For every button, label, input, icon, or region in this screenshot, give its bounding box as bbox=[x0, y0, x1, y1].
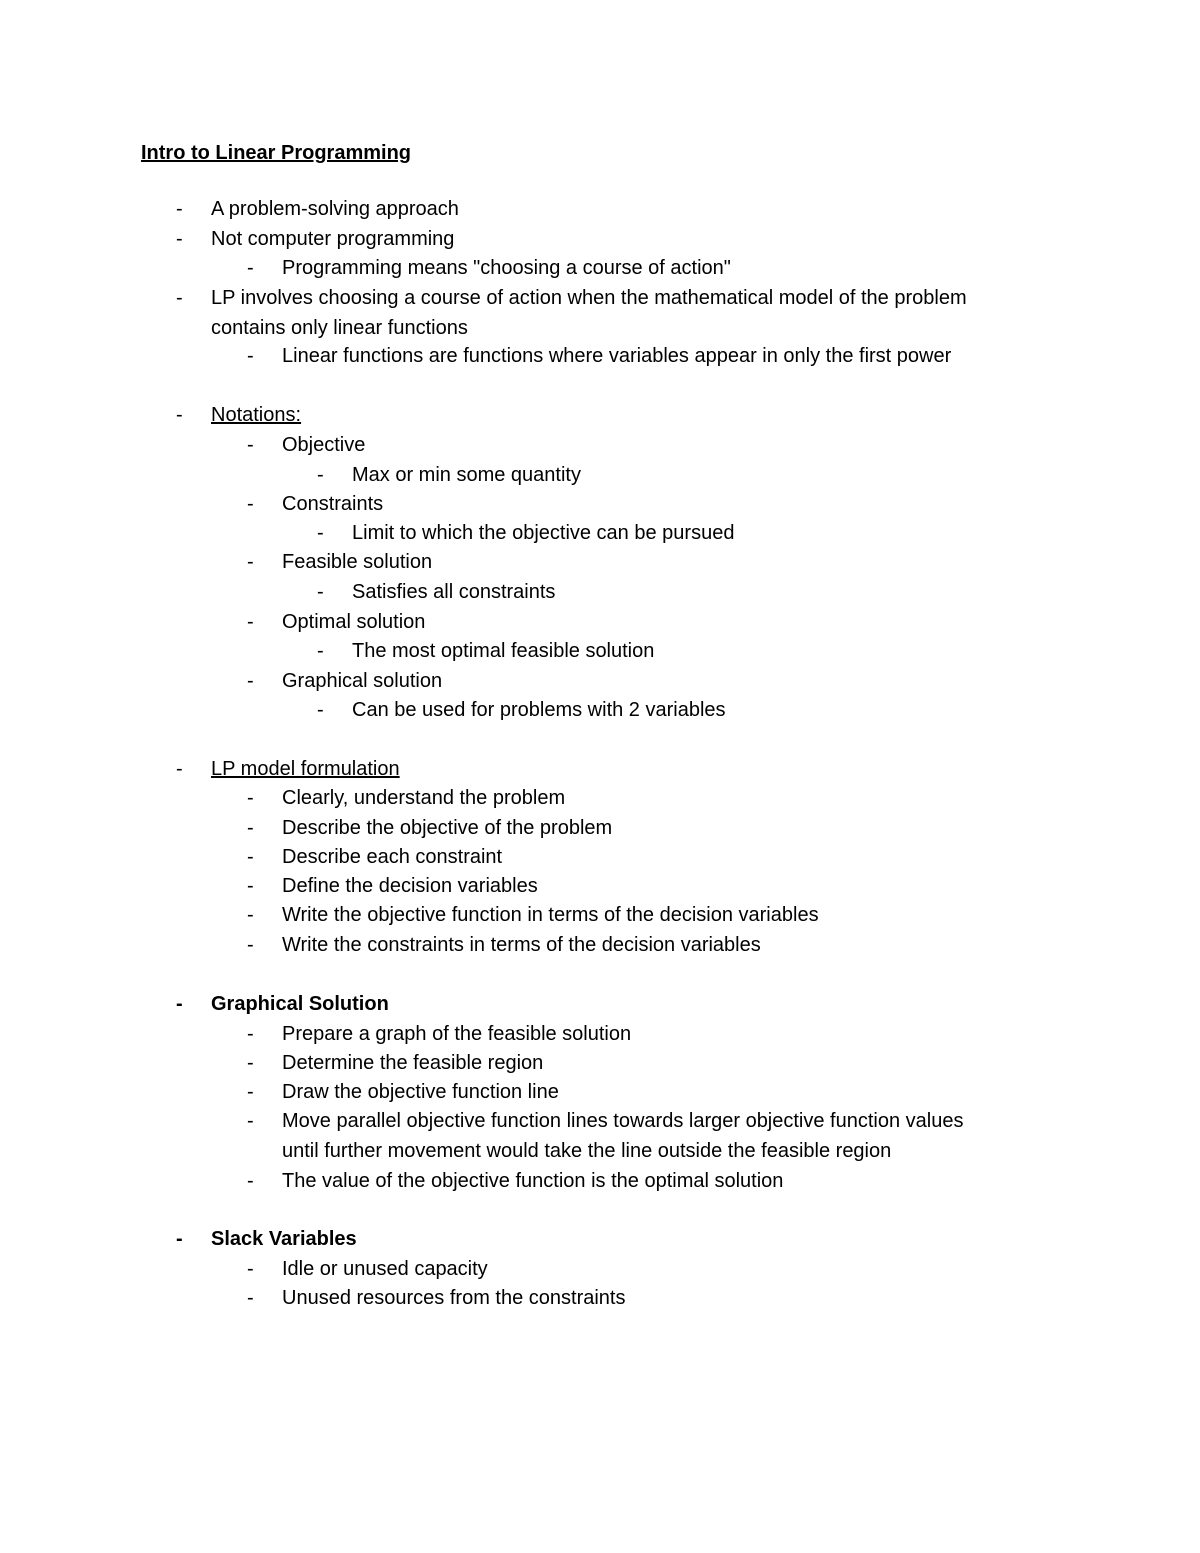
bullet-marker: - bbox=[247, 1081, 254, 1103]
list-item: Prepare a graph of the feasible solution bbox=[282, 1023, 632, 1045]
list-item: Describe each constraint bbox=[282, 846, 503, 868]
list-item: Optimal solution bbox=[282, 611, 426, 633]
bullet-marker: - bbox=[247, 1023, 254, 1045]
list-item: Programming means "choosing a course of action" bbox=[282, 257, 731, 279]
bullet-marker: - bbox=[247, 551, 254, 573]
list-item: Satisfies all constraints bbox=[352, 581, 556, 603]
bullet-marker: - bbox=[317, 640, 324, 662]
bullet-marker: - bbox=[247, 934, 254, 956]
list-item: Write the constraints in terms of the decision variables bbox=[282, 934, 761, 956]
bullet-marker: - bbox=[247, 1287, 254, 1309]
list-item: Limit to which the objective can be pursued bbox=[352, 522, 735, 544]
bullet-marker: - bbox=[317, 699, 324, 721]
list-item: Graphical solution bbox=[282, 670, 443, 692]
bullet-marker: - bbox=[176, 198, 183, 220]
bullet-marker: - bbox=[176, 1228, 183, 1250]
list-item: until further movement would take the line outside the feasible region bbox=[282, 1140, 892, 1162]
list-item: Clearly, understand the problem bbox=[282, 787, 566, 809]
bullet-marker: - bbox=[176, 228, 183, 250]
bullet-marker: - bbox=[247, 1110, 254, 1132]
list-item: The value of the objective function is the optimal solution bbox=[282, 1170, 784, 1192]
list-item: LP involves choosing a course of action when the mathematical model of the problem bbox=[211, 287, 967, 309]
bullet-marker: - bbox=[247, 670, 254, 692]
list-item: Max or min some quantity bbox=[352, 464, 581, 486]
section-heading: Graphical Solution bbox=[211, 993, 389, 1015]
bullet-marker: - bbox=[247, 1170, 254, 1192]
list-item: Describe the objective of the problem bbox=[282, 817, 613, 839]
list-item: Move parallel objective function lines towards larger objective function values bbox=[282, 1110, 964, 1132]
bullet-marker: - bbox=[317, 464, 324, 486]
list-item: Write the objective function in terms of the decision variables bbox=[282, 904, 819, 926]
bullet-marker: - bbox=[247, 257, 254, 279]
list-item: A problem-solving approach bbox=[211, 198, 459, 220]
bullet-marker: - bbox=[247, 1258, 254, 1280]
bullet-marker: - bbox=[247, 875, 254, 897]
list-item: The most optimal feasible solution bbox=[352, 640, 655, 662]
list-item: Linear functions are functions where variables appear in only the first power bbox=[282, 345, 952, 367]
bullet-marker: - bbox=[176, 404, 183, 426]
bullet-marker: - bbox=[176, 758, 183, 780]
list-item: Idle or unused capacity bbox=[282, 1258, 488, 1280]
list-item: Define the decision variables bbox=[282, 875, 538, 897]
list-item: Unused resources from the constraints bbox=[282, 1287, 626, 1309]
bullet-marker: - bbox=[176, 287, 183, 309]
bullet-marker: - bbox=[247, 846, 254, 868]
section-heading: Slack Variables bbox=[211, 1228, 357, 1250]
bullet-marker: - bbox=[247, 817, 254, 839]
list-item: Can be used for problems with 2 variables bbox=[352, 699, 726, 721]
bullet-marker: - bbox=[247, 787, 254, 809]
list-item: contains only linear functions bbox=[211, 317, 468, 339]
section-heading: LP model formulation bbox=[211, 758, 400, 780]
bullet-marker: - bbox=[317, 522, 324, 544]
list-item: Constraints bbox=[282, 493, 384, 515]
list-item: Determine the feasible region bbox=[282, 1052, 544, 1074]
list-item: Draw the objective function line bbox=[282, 1081, 559, 1103]
list-item: Not computer programming bbox=[211, 228, 455, 250]
bullet-marker: - bbox=[176, 993, 183, 1015]
bullet-marker: - bbox=[247, 904, 254, 926]
bullet-marker: - bbox=[247, 345, 254, 367]
bullet-marker: - bbox=[247, 434, 254, 456]
bullet-marker: - bbox=[247, 493, 254, 515]
section-heading: Notations: bbox=[211, 404, 302, 426]
bullet-marker: - bbox=[247, 611, 254, 633]
page-title: Intro to Linear Programming bbox=[141, 142, 412, 164]
bullet-marker: - bbox=[317, 581, 324, 603]
list-item: Feasible solution bbox=[282, 551, 433, 573]
list-item: Objective bbox=[282, 434, 366, 456]
bullet-marker: - bbox=[247, 1052, 254, 1074]
